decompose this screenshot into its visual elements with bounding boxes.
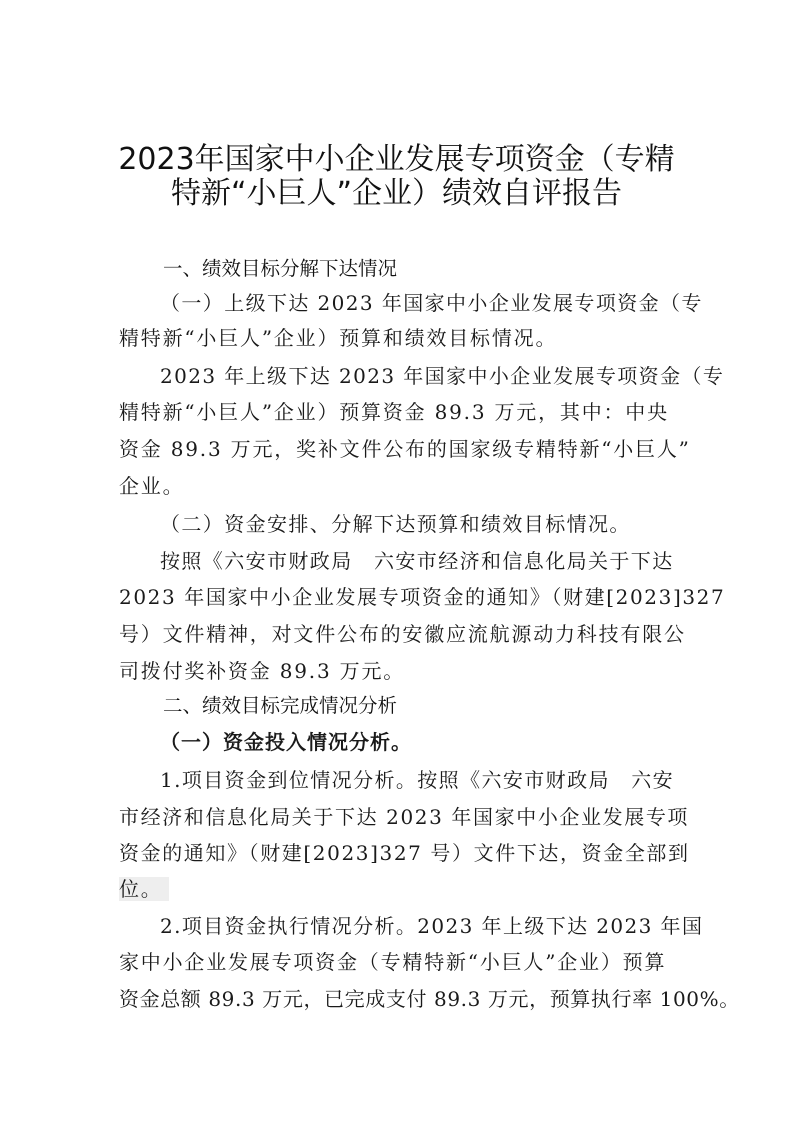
paragraph-line: 司拨付奖补资金 89.3 万元。 bbox=[119, 659, 406, 683]
paragraph-line: 精特新“小巨人”企业）预算和绩效目标情况。 bbox=[119, 326, 558, 350]
subsection-heading-1-2: （二）资金安排、分解下达预算和绩效目标情况。 bbox=[160, 512, 631, 536]
paragraph-line: 企业。 bbox=[119, 474, 185, 498]
paragraph-line: 市经济和信息化局关于下达 2023 年国家中小企业发展专项 bbox=[119, 805, 690, 829]
paragraph-line: 资金总额 89.3 万元，已完成支付 89.3 万元，预算执行率 100%。 bbox=[119, 987, 740, 1011]
subsection-heading-2-1: （一）资金投入情况分析。 bbox=[160, 730, 412, 754]
paragraph-line: 按照《六安市财政局 六安市经济和信息化局关于下达 bbox=[160, 549, 674, 573]
document-title-line-1: 2023年国家中小企业发展专项资金（专精 bbox=[118, 142, 675, 177]
paragraph-line: 2023 年上级下达 2023 年国家中小企业发展专项资金（专 bbox=[160, 364, 725, 388]
paragraph-line: 号）文件精神，对文件公布的安徽应流航源动力科技有限公 bbox=[119, 622, 686, 646]
section-heading-1: 一、绩效目标分解下达情况 bbox=[163, 257, 398, 280]
paragraph-line: 资金 89.3 万元，奖补文件公布的国家级专精特新“小巨人” bbox=[119, 437, 691, 461]
subsection-heading-1-1: （一）上级下达 2023 年国家中小企业发展专项资金（专 bbox=[160, 291, 703, 315]
paragraph-line: 2023 年国家中小企业发展专项资金的通知》（财建[2023]327 bbox=[119, 585, 726, 609]
section-heading-2: 二、绩效目标完成情况分析 bbox=[163, 694, 398, 717]
paragraph-line: 家中小企业发展专项资金（专精特新“小巨人”企业）预算 bbox=[119, 950, 667, 974]
paragraph-line: 位。 bbox=[119, 877, 169, 901]
paragraph-line: 资金的通知》（财建[2023]327 号）文件下达，资金全部到 bbox=[119, 841, 690, 865]
paragraph-line: 1.项目资金到位情况分析。按照《六安市财政局 六安 bbox=[160, 768, 675, 792]
paragraph-line: 2.项目资金执行情况分析。2023 年上级下达 2023 年国 bbox=[160, 914, 704, 938]
paragraph-line: 精特新“小巨人”企业）预算资金 89.3 万元，其中：中央 bbox=[119, 400, 669, 424]
document-title-line-2: 特新“小巨人”企业）绩效自评报告 bbox=[170, 176, 623, 211]
